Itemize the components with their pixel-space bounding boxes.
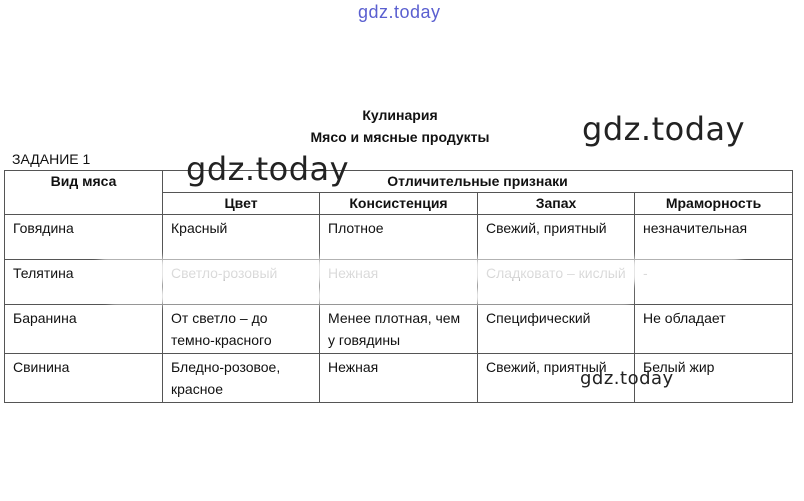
header-color: Цвет xyxy=(163,193,320,215)
cell-color: Бледно-розовое, красное xyxy=(163,354,320,403)
header-consistency: Консистенция xyxy=(320,193,478,215)
cell-smell: Специфический xyxy=(478,305,635,354)
cell-color: Красный xyxy=(163,215,320,260)
cell-smell: Свежий, приятный xyxy=(478,354,635,403)
watermark-bottom: gdz.today xyxy=(580,368,674,389)
cell-marbling: незначительная xyxy=(635,215,793,260)
cell-consistency: Менее плотная, чем у говядины xyxy=(320,305,478,354)
cell-consistency: Нежная xyxy=(320,354,478,403)
table-row xyxy=(5,305,793,354)
cell-smell: Свежий, приятный xyxy=(478,215,635,260)
task-label: ЗАДАНИЕ 1 xyxy=(12,151,91,167)
cell-type: Говядина xyxy=(5,215,163,260)
header-meat-type: Вид мяса xyxy=(5,171,163,215)
cell-consistency: Плотное xyxy=(320,215,478,260)
cell-type: Телятина xyxy=(5,260,163,305)
watermark-blur-band xyxy=(100,258,740,284)
header-marbling: Мраморность xyxy=(635,193,793,215)
table-row xyxy=(5,215,793,260)
watermark-center: gdz.today xyxy=(186,150,350,188)
table-row xyxy=(5,354,793,403)
document-title: Кулинария xyxy=(362,107,438,123)
watermark-blur-band xyxy=(110,288,630,304)
header-distinguishing-features: Отличительные признаки xyxy=(163,171,793,193)
meat-comparison-table xyxy=(4,170,793,403)
cell-type: Баранина xyxy=(5,305,163,354)
header-smell: Запах xyxy=(478,193,635,215)
cell-marbling: Белый жир xyxy=(635,354,793,403)
watermark-right: gdz.today xyxy=(582,110,746,148)
cell-marbling: Не обладает xyxy=(635,305,793,354)
cell-type: Свинина xyxy=(5,354,163,403)
document-subtitle: Мясо и мясные продукты xyxy=(310,129,490,145)
cell-color: От светло – до темно-красного xyxy=(163,305,320,354)
watermark-top: gdz.today xyxy=(358,2,441,22)
